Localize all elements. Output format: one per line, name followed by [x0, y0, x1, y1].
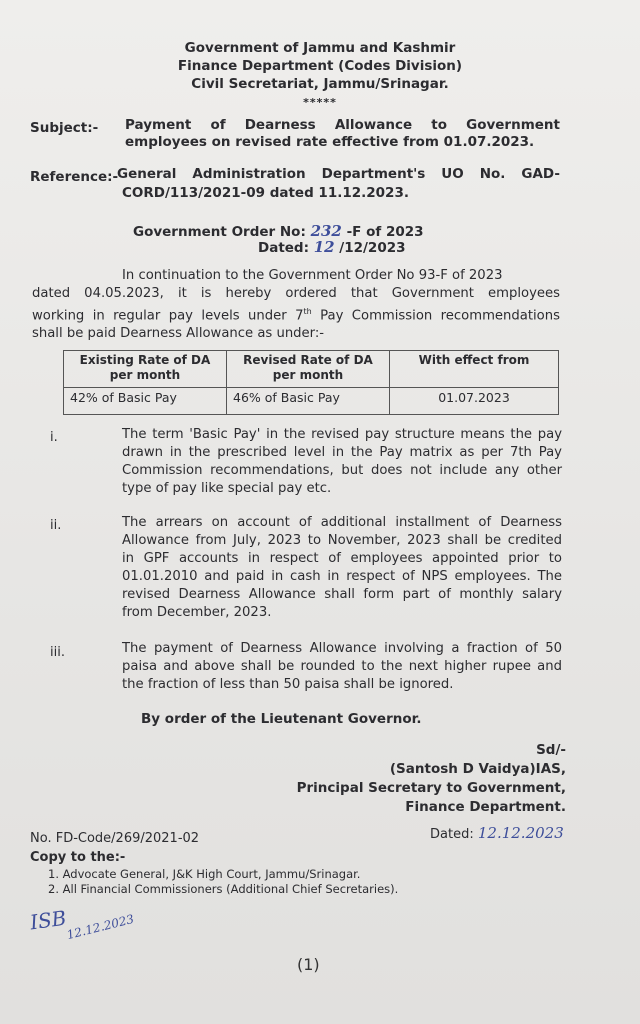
signature-sd: Sd/- [536, 742, 566, 758]
reference-line-2: CORD/113/2021-09 dated 11.12.2023. [122, 185, 409, 201]
reference-line-1: General Administration Department's UO No. GAD- [117, 166, 560, 182]
copy-to-heading: Copy to the:- [30, 850, 126, 865]
point-iii-text: The payment of Dearness Allowance involving a fraction of 50 paisa and above shall be rounded to the next higher rupee and the fraction of less than 50 paisa shall be ignored. [122, 641, 562, 692]
header-department: Finance Department (Codes Division) [177, 58, 463, 74]
point-number: ii. [50, 518, 62, 533]
signature-department: Finance Department. [405, 799, 566, 815]
da-rate-table [63, 350, 559, 415]
order-date [258, 238, 406, 256]
table-cell-revised: 46% of Basic Pay [227, 388, 390, 415]
page-number-mark: (1) [297, 955, 320, 974]
intro-paragraph [32, 267, 560, 343]
intro-line-1: In continuation to the Government Order No 93-F of 2023 [122, 268, 503, 283]
header-stars: ***** [303, 96, 337, 109]
signature-block [297, 741, 566, 817]
footer-number: No. FD-Code/269/2021-02 [30, 831, 200, 846]
table-header-cell: Existing Rate of DA per month [64, 351, 227, 388]
subject-line-1: Payment of Dearness Allowance to Government [125, 117, 560, 133]
subject-line-2: employees on revised rate effective from 01.07.2023. [125, 134, 535, 150]
signature-designation: Principal Secretary to Government, [296, 780, 566, 796]
copy-item: 1. Advocate General, J&K High Court, Jammu/Srinagar. [48, 867, 361, 881]
order-number-suffix: -F of 2023 [346, 224, 424, 240]
table-cell-existing: 42% of Basic Pay [64, 388, 227, 415]
handwritten-initials-date: 12.12.2023 [65, 911, 136, 943]
order-number-label: Government Order No: [133, 224, 306, 240]
header-secretariat: Civil Secretariat, Jammu/Srinagar. [191, 76, 449, 92]
point-ii-text: The arrears on account of additional installment of Dearness Allowance from July, 2023 to November, 2023 shall be credited in GPF accounts in respect of employees appointed prior to 01.01.2010 and paid in cash in respect of NPS employees. The revised Dearness Allowance shall form part of monthly salary from December, 2023. [122, 515, 562, 620]
point-number: iii. [50, 645, 65, 660]
intro-line-4: shall be paid Dearness Allowance as under:- [32, 326, 325, 342]
table-header-cell: With effect from [390, 351, 559, 388]
intro-line-3: working in regular pay levels under 7th Pay Commission recommendations [32, 307, 560, 324]
order-date-handwritten: 12 [313, 238, 335, 256]
table-header-row [64, 351, 559, 388]
subject-label: Subject:- [30, 120, 99, 136]
intro-line-2: dated 04.05.2023, it is hereby ordered that Government employees [32, 286, 560, 301]
footer-date [430, 824, 564, 842]
table-row [64, 388, 559, 415]
point-number: i. [50, 430, 58, 445]
order-date-label: Dated: [258, 240, 309, 256]
by-order-line: By order of the Lieutenant Governor. [141, 711, 422, 727]
footer-date-handwritten: 12.12.2023 [477, 824, 564, 842]
copy-item: 2. All Financial Commissioners (Additional Chief Secretaries). [48, 882, 399, 896]
table-cell-effective: 01.07.2023 [390, 388, 559, 415]
header-government: Government of Jammu and Kashmir [184, 40, 456, 56]
signature-name: (Santosh D Vaidya)IAS, [389, 761, 566, 777]
order-date-suffix: /12/2023 [339, 240, 406, 256]
footer-date-label: Dated: [430, 827, 474, 842]
table-header-cell: Revised Rate of DA per month [227, 351, 390, 388]
handwritten-initials: ISB [28, 905, 68, 935]
reference-label: Reference:- [30, 169, 119, 185]
order-number-handwritten: 232 [310, 222, 342, 240]
point-i-text: The term 'Basic Pay' in the revised pay structure means the pay drawn in the prescribed level in the Pay matrix as per 7th Pay Commission recommendations, but does not include any other type of pay like special pay etc. [122, 427, 562, 496]
